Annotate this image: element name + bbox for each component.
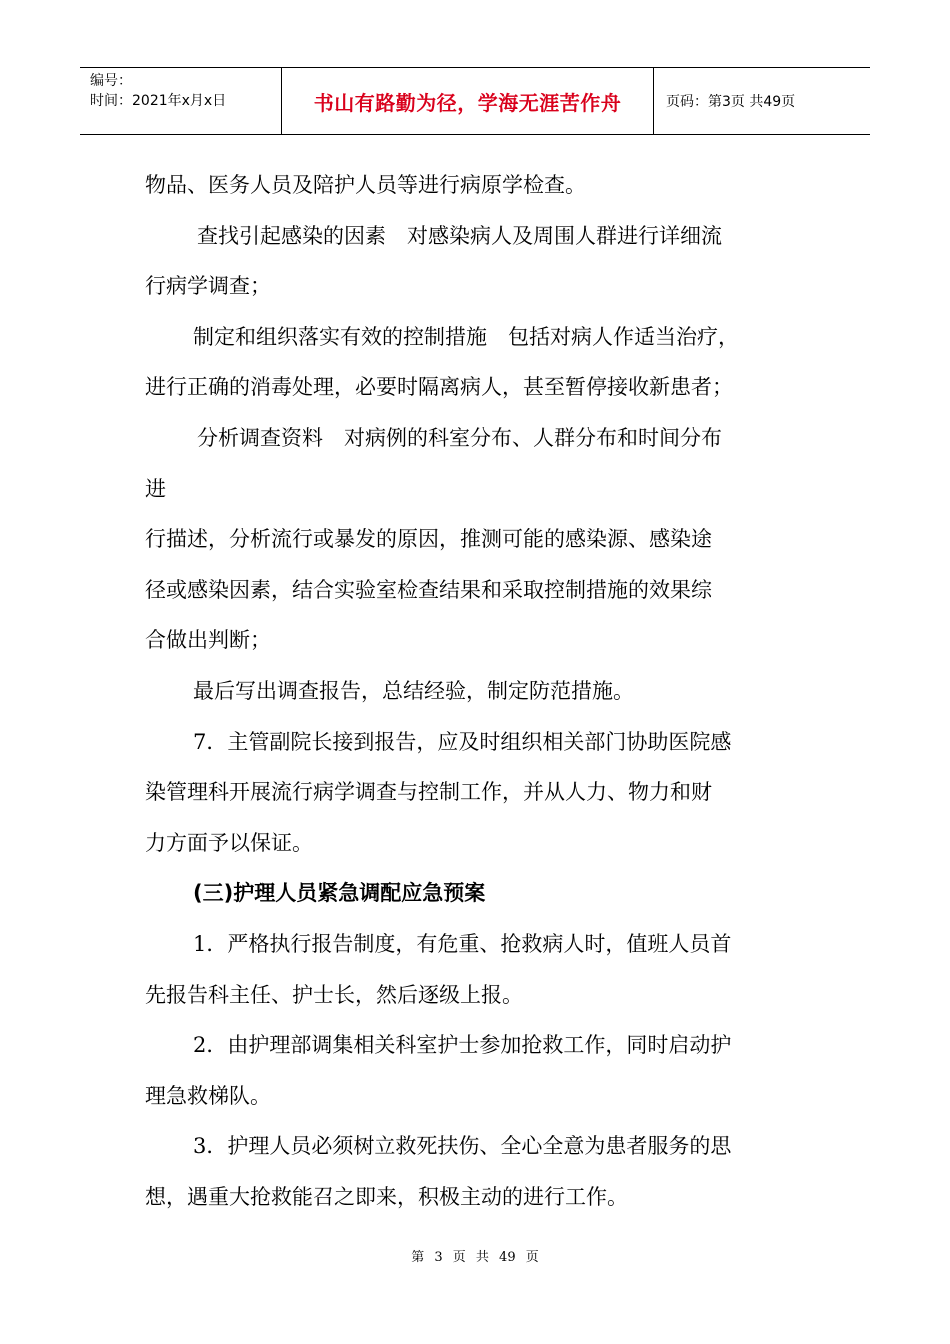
paragraph-line: 物品、医务人员及陪护人员等进行病原学检查。	[145, 173, 586, 197]
paragraph-line: 合做出判断；	[145, 628, 271, 653]
document-body	[145, 160, 810, 1222]
paragraph-line: 最后写出调查报告，总结经验，制定防范措施。	[193, 678, 634, 703]
paragraph-line: 力方面予以保证。	[145, 830, 313, 855]
paragraph-line: 先报告科主任、护士长，然后逐级上报。	[145, 982, 523, 1007]
paragraph-line: 行病学调查；	[145, 274, 271, 299]
header-motto: 书山有路勤为径，学海无涯苦作舟	[282, 68, 654, 134]
paragraph-line: 2．由护理部调集相关科室护士参加抢救工作，同时启动护	[193, 1033, 732, 1058]
number-label: 编号：	[90, 73, 132, 89]
paragraph-line: 想，遇重大抢救能召之即来，积极主动的进行工作。	[145, 1184, 628, 1209]
paragraph-line: 查找引起感染的因素 对感染病人及周围人群进行详细流	[197, 223, 722, 248]
paragraph-line: 7．主管副院长接到报告，应及时组织相关部门协助医院感	[193, 729, 732, 754]
paragraph-line: 制定和组织落实有效的控制措施 包括对病人作适当治疗，	[193, 324, 739, 349]
paragraph-line: 行描述，分析流行或暴发的原因，推测可能的感染源、感染途	[145, 527, 712, 552]
paragraph-line: 进行正确的消毒处理，必要时隔离病人，甚至暂停接收新患者；	[145, 375, 733, 400]
date-label: 时间：2021年x月x日	[90, 93, 227, 109]
paragraph-line: 1．严格执行报告制度，有危重、抢救病人时，值班人员首	[193, 931, 732, 956]
page-footer: 第 3 页 共 49 页	[411, 1250, 539, 1265]
paragraph-line: 分析调查资料 对病例的科室分布、人群分布和时间分布	[197, 425, 722, 450]
document-header	[80, 67, 870, 135]
paragraph-line: 进	[145, 476, 166, 501]
paragraph-line: 染管理科开展流行病学调查与控制工作，并从人力、物力和财	[145, 780, 712, 805]
header-page-info: 页码：第3页 共49页	[666, 94, 796, 110]
header-info-cell	[80, 68, 282, 134]
paragraph-line: 3．护理人员必须树立救死扶伤、全心全意为患者服务的思	[193, 1134, 732, 1159]
paragraph-line: 理急救梯队。	[145, 1083, 271, 1108]
section-heading: (三)护理人员紧急调配应急预案	[193, 881, 486, 906]
paragraph-line: 径或感染因素，结合实验室检查结果和采取控制措施的效果综	[145, 577, 712, 602]
